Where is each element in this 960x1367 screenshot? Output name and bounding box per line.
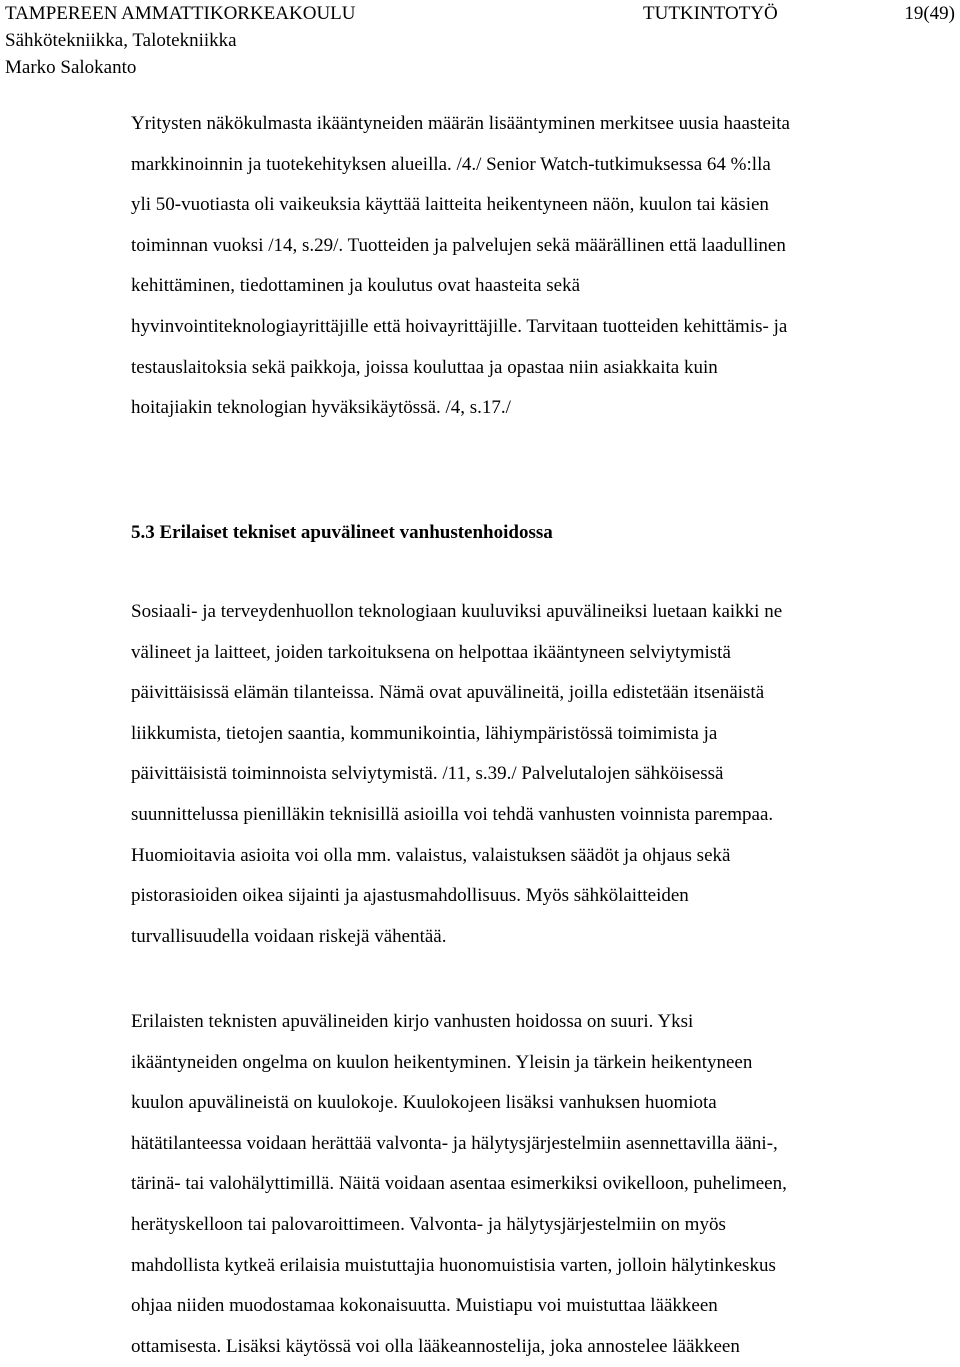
paragraph-line: päivittäisissä elämän tilanteissa. Nämä ovat apuvälineitä, joilla edistetään itsenäistä (131, 682, 765, 704)
paragraph-line: Huomioitavia asioita voi olla mm. valaistus, valaistuksen säädöt ja ohjaus sekä (131, 844, 731, 866)
paragraph-1 (131, 104, 960, 429)
header-page-number: 19(49) (904, 3, 955, 24)
header-institution: TAMPEREEN AMMATTIKORKEAKOULU (5, 3, 356, 24)
paragraph-line: Sosiaali- ja terveydenhuollon teknologiaan kuuluviksi apuvälineiksi luetaan kaikki ne (131, 601, 783, 622)
paragraph-line: ottamisesta. Lisäksi käytössä voi olla lääkeannostelija, joka annostelee lääkkeen (131, 1335, 740, 1357)
paragraph-line: kuulon apuvälineistä on kuulokoje. Kuulokojeen lisäksi vanhuksen huomiota (131, 1092, 717, 1114)
paragraph-line: markkinoinnin ja tuotekehityksen alueilla. /4./ Senior Watch-tutkimuksessa 64 %:lla (131, 153, 771, 175)
header-row-1 (5, 0, 955, 27)
paragraph-line: yli 50-vuotiasta oli vaikeuksia käyttää laitteita heikentyneen näön, kuulon tai käsien (131, 194, 769, 216)
paragraph-2 (131, 592, 960, 957)
header-row-2 (5, 27, 955, 54)
header-doc-type: TUTKINTOTYÖ (643, 3, 778, 24)
paragraph-line: suunnittelussa pienilläkin teknisillä asioilla voi tehdä vanhusten voinnista parempaa. (131, 803, 774, 825)
paragraph-line: herätyskelloon tai palovaroittimeen. Valvonta- ja hälytysjärjestelmiin on myös (131, 1213, 726, 1235)
paragraph-line: ikääntyneiden ongelma on kuulon heikentyminen. Yleisin ja tärkein heikentyneen (131, 1051, 753, 1073)
header-row-3 (5, 54, 955, 81)
section-heading: 5.3 Erilaiset tekniset apuvälineet vanhustenhoidossa (131, 522, 553, 543)
header-department: Sähkötekniikka, Talotekniikka (5, 30, 237, 51)
paragraph-line: hyvinvointiteknologiayrittäjille että hoivayrittäjille. Tarvitaan tuotteiden kehittämis- ja (131, 315, 788, 337)
paragraph-line: kehittäminen, tiedottaminen ja koulutus ovat haasteita sekä (131, 275, 581, 297)
paragraph-line: hätätilanteessa voidaan herättää valvonta- ja hälytysjärjestelmiin asennettavilla ääni-, (131, 1132, 778, 1154)
paragraph-line: Erilaisten teknisten apuvälineiden kirjo vanhusten hoidossa on suuri. Yksi (131, 1011, 694, 1032)
paragraph-line: mahdollista kytkeä erilaisia muistuttajia huonomuistisia varten, jolloin hälytinkeskus (131, 1254, 776, 1276)
paragraph-line: liikkumista, tietojen saantia, kommunikointia, lähiympäristössä toimimista ja (131, 722, 718, 744)
header-author: Marko Salokanto (5, 57, 137, 78)
paragraph-line: ohjaa niiden muodostamaa kokonaisuutta. Muistiapu voi muistuttaa lääkkeen (131, 1295, 718, 1317)
paragraph-line: toiminnan vuoksi /14, s.29/. Tuotteiden ja palvelujen sekä määrällinen että laadullinen (131, 234, 786, 256)
paragraph-line: turvallisuudella voidaan riskejä vähentää. (131, 925, 447, 947)
paragraph-3 (131, 1002, 960, 1367)
paragraph-line: pistorasioiden oikea sijainti ja ajastusmahdollisuus. Myös sähkölaitteiden (131, 885, 689, 907)
paragraph-line: testauslaitoksia sekä paikkoja, joissa kouluttaa ja opastaa niin asiakkaita kuin (131, 356, 718, 378)
paragraph-line: päivittäisistä toiminnoista selviytymistä. /11, s.39./ Palvelutalojen sähköisessä (131, 763, 724, 785)
page-header (5, 0, 955, 81)
paragraph-line: välineet ja laitteet, joiden tarkoituksena on helpottaa ikääntyneen selviytymistä (131, 641, 731, 663)
paragraph-line: Yritysten näkökulmasta ikääntyneiden määrän lisääntyminen merkitsee uusia haasteita (131, 113, 790, 134)
paragraph-line: tärinä- tai valohälyttimillä. Näitä voidaan asentaa esimerkiksi ovikelloon, puhelimeen, (131, 1173, 787, 1195)
paragraph-line: hoitajiakin teknologian hyväksikäytössä. /4, s.17./ (131, 397, 511, 419)
